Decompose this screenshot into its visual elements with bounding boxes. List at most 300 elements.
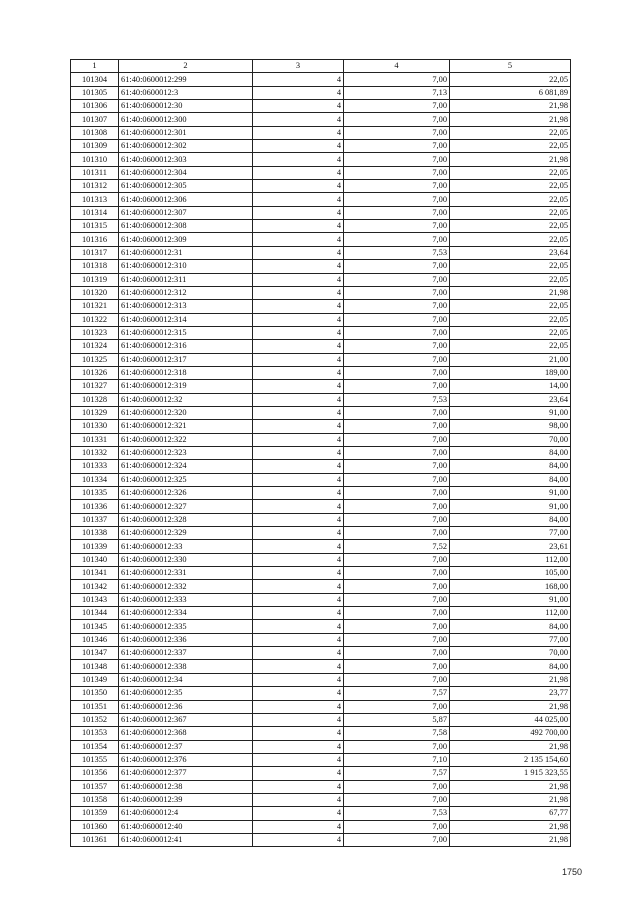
cadastral-number-cell: 61:40:0600012:312 (119, 286, 253, 299)
column-3-cell: 4 (253, 286, 344, 299)
column-4-cell: 7,57 (344, 767, 450, 780)
table-row (71, 807, 571, 820)
page-number: 1750 (562, 867, 583, 877)
table-row (71, 567, 571, 580)
table-row (71, 206, 571, 219)
cadastral-number-cell: 61:40:0600012:40 (119, 820, 253, 833)
table-row (71, 687, 571, 700)
column-3-cell: 4 (253, 300, 344, 313)
row-number-cell: 101340 (71, 553, 119, 566)
table-row (71, 487, 571, 500)
column-header-1: 1 (71, 60, 119, 73)
column-5-cell: 22,05 (450, 313, 571, 326)
cadastral-number-cell: 61:40:0600012:333 (119, 593, 253, 606)
column-3-cell: 4 (253, 273, 344, 286)
cadastral-number-cell: 61:40:0600012:41 (119, 833, 253, 846)
column-4-cell: 7,00 (344, 366, 450, 379)
column-4-cell: 7,00 (344, 353, 450, 366)
column-4-cell: 7,00 (344, 233, 450, 246)
column-3-cell: 4 (253, 113, 344, 126)
row-number-cell: 101304 (71, 73, 119, 86)
cadastral-number-cell: 61:40:0600012:300 (119, 113, 253, 126)
table-row (71, 180, 571, 193)
table-row (71, 193, 571, 206)
row-number-cell: 101308 (71, 126, 119, 139)
table-row (71, 126, 571, 139)
row-number-cell: 101339 (71, 540, 119, 553)
cadastral-number-cell: 61:40:0600012:304 (119, 166, 253, 179)
column-5-cell: 112,00 (450, 553, 571, 566)
column-5-cell: 22,05 (450, 180, 571, 193)
table-row (71, 647, 571, 660)
column-4-cell: 7,00 (344, 153, 450, 166)
table-row (71, 380, 571, 393)
cadastral-number-cell: 61:40:0600012:331 (119, 567, 253, 580)
cadastral-number-cell: 61:40:0600012:38 (119, 780, 253, 793)
column-5-cell: 23,64 (450, 246, 571, 259)
column-4-cell: 7,00 (344, 567, 450, 580)
row-number-cell: 101338 (71, 527, 119, 540)
column-5-cell: 22,05 (450, 126, 571, 139)
column-5-cell: 21,00 (450, 353, 571, 366)
column-3-cell: 4 (253, 833, 344, 846)
table-row (71, 246, 571, 259)
cadastral-number-cell: 61:40:0600012:299 (119, 73, 253, 86)
table-row (71, 713, 571, 726)
column-3-cell: 4 (253, 433, 344, 446)
column-5-cell: 168,00 (450, 580, 571, 593)
table-row (71, 767, 571, 780)
row-number-cell: 101321 (71, 300, 119, 313)
cadastral-number-cell: 61:40:0600012:37 (119, 740, 253, 753)
cadastral-number-cell: 61:40:0600012:35 (119, 687, 253, 700)
row-number-cell: 101336 (71, 500, 119, 513)
table-row (71, 313, 571, 326)
table-row (71, 793, 571, 806)
table-row (71, 513, 571, 526)
column-3-cell: 4 (253, 340, 344, 353)
column-5-cell: 70,00 (450, 647, 571, 660)
row-number-cell: 101355 (71, 753, 119, 766)
cadastral-number-cell: 61:40:0600012:4 (119, 807, 253, 820)
column-4-cell: 7,00 (344, 780, 450, 793)
cadastral-number-cell: 61:40:0600012:34 (119, 673, 253, 686)
column-3-cell: 4 (253, 260, 344, 273)
column-5-cell: 44 025,00 (450, 713, 571, 726)
column-3-cell: 4 (253, 140, 344, 153)
row-number-cell: 101357 (71, 780, 119, 793)
cadastral-number-cell: 61:40:0600012:317 (119, 353, 253, 366)
column-header-5: 5 (450, 60, 571, 73)
table-row (71, 446, 571, 459)
column-4-cell: 7,00 (344, 100, 450, 113)
column-5-cell: 22,05 (450, 273, 571, 286)
column-3-cell: 4 (253, 807, 344, 820)
table-row (71, 660, 571, 673)
cadastral-number-cell: 61:40:0600012:30 (119, 100, 253, 113)
cadastral-number-cell: 61:40:0600012:338 (119, 660, 253, 673)
column-4-cell: 7,00 (344, 500, 450, 513)
column-4-cell: 7,00 (344, 220, 450, 233)
row-number-cell: 101361 (71, 833, 119, 846)
column-4-cell: 7,00 (344, 793, 450, 806)
row-number-cell: 101353 (71, 727, 119, 740)
column-4-cell: 7,00 (344, 433, 450, 446)
row-number-cell: 101329 (71, 406, 119, 419)
column-5-cell: 2 135 154,60 (450, 753, 571, 766)
cadastral-number-cell: 61:40:0600012:336 (119, 633, 253, 646)
cadastral-number-cell: 61:40:0600012:33 (119, 540, 253, 553)
table-row (71, 140, 571, 153)
column-header-2: 2 (119, 60, 253, 73)
column-4-cell: 7,00 (344, 660, 450, 673)
column-4-cell: 7,00 (344, 700, 450, 713)
cadastral-number-cell: 61:40:0600012:39 (119, 793, 253, 806)
column-4-cell: 7,00 (344, 166, 450, 179)
cadastral-number-cell: 61:40:0600012:367 (119, 713, 253, 726)
row-number-cell: 101331 (71, 433, 119, 446)
column-5-cell: 77,00 (450, 527, 571, 540)
column-3-cell: 4 (253, 620, 344, 633)
cadastral-number-cell: 61:40:0600012:313 (119, 300, 253, 313)
column-5-cell: 21,98 (450, 700, 571, 713)
column-3-cell: 4 (253, 326, 344, 339)
column-4-cell: 7,00 (344, 527, 450, 540)
row-number-cell: 101315 (71, 220, 119, 233)
table-row (71, 86, 571, 99)
table-row (71, 753, 571, 766)
cadastral-number-cell: 61:40:0600012:326 (119, 487, 253, 500)
cadastral-number-cell: 61:40:0600012:311 (119, 273, 253, 286)
table-row (71, 73, 571, 86)
row-number-cell: 101324 (71, 340, 119, 353)
column-5-cell: 105,00 (450, 567, 571, 580)
column-4-cell: 7,00 (344, 460, 450, 473)
table-row (71, 593, 571, 606)
cadastral-number-cell: 61:40:0600012:334 (119, 607, 253, 620)
table-row (71, 233, 571, 246)
row-number-cell: 101319 (71, 273, 119, 286)
table-row (71, 473, 571, 486)
row-number-cell: 101343 (71, 593, 119, 606)
column-5-cell: 84,00 (450, 473, 571, 486)
column-4-cell: 7,00 (344, 820, 450, 833)
row-number-cell: 101332 (71, 446, 119, 459)
column-5-cell: 21,98 (450, 740, 571, 753)
table-row (71, 820, 571, 833)
column-3-cell: 4 (253, 446, 344, 459)
row-number-cell: 101350 (71, 687, 119, 700)
data-table (70, 59, 571, 847)
column-5-cell: 84,00 (450, 620, 571, 633)
column-3-cell: 4 (253, 553, 344, 566)
cadastral-number-cell: 61:40:0600012:314 (119, 313, 253, 326)
column-5-cell: 21,98 (450, 793, 571, 806)
column-header-3: 3 (253, 60, 344, 73)
row-number-cell: 101346 (71, 633, 119, 646)
cadastral-number-cell: 61:40:0600012:32 (119, 393, 253, 406)
table-row (71, 420, 571, 433)
column-4-cell: 7,00 (344, 446, 450, 459)
column-5-cell: 1 915 323,55 (450, 767, 571, 780)
column-3-cell: 4 (253, 166, 344, 179)
table-row (71, 433, 571, 446)
row-number-cell: 101307 (71, 113, 119, 126)
row-number-cell: 101316 (71, 233, 119, 246)
column-5-cell: 22,05 (450, 326, 571, 339)
column-5-cell: 22,05 (450, 166, 571, 179)
column-5-cell: 112,00 (450, 607, 571, 620)
cadastral-number-cell: 61:40:0600012:328 (119, 513, 253, 526)
column-4-cell: 5,87 (344, 713, 450, 726)
cadastral-number-cell: 61:40:0600012:368 (119, 727, 253, 740)
table-row (71, 100, 571, 113)
row-number-cell: 101360 (71, 820, 119, 833)
column-4-cell: 7,00 (344, 340, 450, 353)
column-5-cell: 21,98 (450, 780, 571, 793)
column-3-cell: 4 (253, 713, 344, 726)
column-5-cell: 84,00 (450, 460, 571, 473)
column-4-cell: 7,00 (344, 420, 450, 433)
row-number-cell: 101334 (71, 473, 119, 486)
row-number-cell: 101306 (71, 100, 119, 113)
column-4-cell: 7,00 (344, 647, 450, 660)
column-3-cell: 4 (253, 700, 344, 713)
column-4-cell: 7,00 (344, 300, 450, 313)
column-3-cell: 4 (253, 487, 344, 500)
column-4-cell: 7,57 (344, 687, 450, 700)
column-5-cell: 21,98 (450, 673, 571, 686)
table-row (71, 326, 571, 339)
column-3-cell: 4 (253, 366, 344, 379)
table-row (71, 580, 571, 593)
column-5-cell: 22,05 (450, 193, 571, 206)
row-number-cell: 101337 (71, 513, 119, 526)
table-row (71, 153, 571, 166)
column-3-cell: 4 (253, 793, 344, 806)
column-5-cell: 91,00 (450, 487, 571, 500)
cadastral-number-cell: 61:40:0600012:301 (119, 126, 253, 139)
row-number-cell: 101330 (71, 420, 119, 433)
column-5-cell: 84,00 (450, 513, 571, 526)
column-5-cell: 91,00 (450, 500, 571, 513)
column-4-cell: 7,00 (344, 673, 450, 686)
column-5-cell: 21,98 (450, 833, 571, 846)
column-4-cell: 7,52 (344, 540, 450, 553)
row-number-cell: 101313 (71, 193, 119, 206)
row-number-cell: 101344 (71, 607, 119, 620)
cadastral-number-cell: 61:40:0600012:322 (119, 433, 253, 446)
column-5-cell: 22,05 (450, 206, 571, 219)
column-5-cell: 22,05 (450, 233, 571, 246)
column-header-4: 4 (344, 60, 450, 73)
column-3-cell: 4 (253, 73, 344, 86)
column-3-cell: 4 (253, 633, 344, 646)
column-3-cell: 4 (253, 100, 344, 113)
column-5-cell: 77,00 (450, 633, 571, 646)
column-4-cell: 7,00 (344, 473, 450, 486)
cadastral-number-cell: 61:40:0600012:303 (119, 153, 253, 166)
cadastral-number-cell: 61:40:0600012:335 (119, 620, 253, 633)
column-3-cell: 4 (253, 527, 344, 540)
row-number-cell: 101309 (71, 140, 119, 153)
cadastral-number-cell: 61:40:0600012:332 (119, 580, 253, 593)
table-row (71, 393, 571, 406)
column-5-cell: 492 700,00 (450, 727, 571, 740)
row-number-cell: 101312 (71, 180, 119, 193)
column-4-cell: 7,00 (344, 193, 450, 206)
row-number-cell: 101320 (71, 286, 119, 299)
table-row (71, 833, 571, 846)
table-row (71, 353, 571, 366)
column-5-cell: 22,05 (450, 140, 571, 153)
column-5-cell: 67,77 (450, 807, 571, 820)
table-row (71, 113, 571, 126)
column-3-cell: 4 (253, 513, 344, 526)
column-3-cell: 4 (253, 126, 344, 139)
column-4-cell: 7,00 (344, 180, 450, 193)
column-5-cell: 21,98 (450, 100, 571, 113)
column-5-cell: 22,05 (450, 260, 571, 273)
column-3-cell: 4 (253, 353, 344, 366)
table-header-row (71, 60, 571, 73)
column-4-cell: 7,00 (344, 487, 450, 500)
table-row (71, 366, 571, 379)
column-3-cell: 4 (253, 820, 344, 833)
column-4-cell: 7,00 (344, 380, 450, 393)
column-3-cell: 4 (253, 206, 344, 219)
table-row (71, 166, 571, 179)
table-row (71, 527, 571, 540)
column-4-cell: 7,00 (344, 206, 450, 219)
cadastral-number-cell: 61:40:0600012:306 (119, 193, 253, 206)
table-row (71, 220, 571, 233)
column-3-cell: 4 (253, 727, 344, 740)
cadastral-number-cell: 61:40:0600012:308 (119, 220, 253, 233)
column-5-cell: 91,00 (450, 593, 571, 606)
cadastral-number-cell: 61:40:0600012:329 (119, 527, 253, 540)
column-5-cell: 6 081,89 (450, 86, 571, 99)
row-number-cell: 101342 (71, 580, 119, 593)
column-3-cell: 4 (253, 660, 344, 673)
row-number-cell: 101327 (71, 380, 119, 393)
cadastral-number-cell: 61:40:0600012:309 (119, 233, 253, 246)
column-5-cell: 21,98 (450, 153, 571, 166)
row-number-cell: 101317 (71, 246, 119, 259)
row-number-cell: 101333 (71, 460, 119, 473)
column-4-cell: 7,00 (344, 260, 450, 273)
column-3-cell: 4 (253, 647, 344, 660)
column-3-cell: 4 (253, 420, 344, 433)
table-row (71, 607, 571, 620)
column-5-cell: 23,64 (450, 393, 571, 406)
column-5-cell: 189,00 (450, 366, 571, 379)
column-3-cell: 4 (253, 780, 344, 793)
table-row (71, 700, 571, 713)
column-4-cell: 7,53 (344, 246, 450, 259)
column-4-cell: 7,53 (344, 393, 450, 406)
column-3-cell: 4 (253, 753, 344, 766)
column-3-cell: 4 (253, 193, 344, 206)
column-5-cell: 84,00 (450, 446, 571, 459)
row-number-cell: 101311 (71, 166, 119, 179)
cadastral-number-cell: 61:40:0600012:321 (119, 420, 253, 433)
row-number-cell: 101325 (71, 353, 119, 366)
column-3-cell: 4 (253, 567, 344, 580)
table-row (71, 460, 571, 473)
table-row (71, 727, 571, 740)
table-row (71, 286, 571, 299)
column-4-cell: 7,00 (344, 593, 450, 606)
row-number-cell: 101341 (71, 567, 119, 580)
table-row (71, 620, 571, 633)
table-row (71, 260, 571, 273)
column-4-cell: 7,00 (344, 313, 450, 326)
column-5-cell: 23,61 (450, 540, 571, 553)
column-4-cell: 7,00 (344, 406, 450, 419)
cadastral-number-cell: 61:40:0600012:376 (119, 753, 253, 766)
table-row (71, 633, 571, 646)
row-number-cell: 101354 (71, 740, 119, 753)
column-3-cell: 4 (253, 673, 344, 686)
table-row (71, 300, 571, 313)
cadastral-number-cell: 61:40:0600012:327 (119, 500, 253, 513)
column-3-cell: 4 (253, 313, 344, 326)
row-number-cell: 101310 (71, 153, 119, 166)
table-row (71, 780, 571, 793)
column-3-cell: 4 (253, 406, 344, 419)
table-body (71, 73, 571, 847)
cadastral-number-cell: 61:40:0600012:325 (119, 473, 253, 486)
column-5-cell: 22,05 (450, 340, 571, 353)
row-number-cell: 101356 (71, 767, 119, 780)
cadastral-number-cell: 61:40:0600012:302 (119, 140, 253, 153)
column-3-cell: 4 (253, 687, 344, 700)
row-number-cell: 101358 (71, 793, 119, 806)
column-4-cell: 7,53 (344, 807, 450, 820)
column-3-cell: 4 (253, 380, 344, 393)
column-4-cell: 7,00 (344, 633, 450, 646)
table-row (71, 553, 571, 566)
column-3-cell: 4 (253, 180, 344, 193)
column-4-cell: 7,13 (344, 86, 450, 99)
row-number-cell: 101348 (71, 660, 119, 673)
table-row (71, 340, 571, 353)
column-3-cell: 4 (253, 153, 344, 166)
cadastral-number-cell: 61:40:0600012:318 (119, 366, 253, 379)
row-number-cell: 101322 (71, 313, 119, 326)
column-5-cell: 21,98 (450, 286, 571, 299)
table-row (71, 406, 571, 419)
table-row (71, 740, 571, 753)
column-3-cell: 4 (253, 246, 344, 259)
column-5-cell: 98,00 (450, 420, 571, 433)
table-row (71, 540, 571, 553)
cadastral-number-cell: 61:40:0600012:310 (119, 260, 253, 273)
column-4-cell: 7,00 (344, 553, 450, 566)
column-5-cell: 70,00 (450, 433, 571, 446)
cadastral-number-cell: 61:40:0600012:323 (119, 446, 253, 459)
column-4-cell: 7,00 (344, 326, 450, 339)
row-number-cell: 101323 (71, 326, 119, 339)
column-3-cell: 4 (253, 473, 344, 486)
row-number-cell: 101305 (71, 86, 119, 99)
table-row (71, 673, 571, 686)
row-number-cell: 101326 (71, 366, 119, 379)
column-4-cell: 7,00 (344, 620, 450, 633)
column-4-cell: 7,00 (344, 113, 450, 126)
column-5-cell: 22,05 (450, 220, 571, 233)
